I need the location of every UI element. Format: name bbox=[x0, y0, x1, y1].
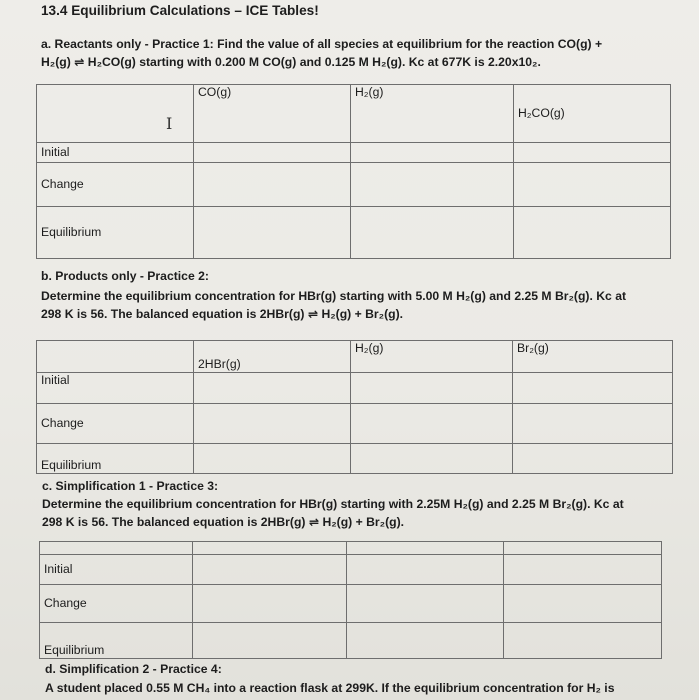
ice-a-header-h2: H₂(g) bbox=[351, 85, 514, 143]
ice-a-row-equilibrium: Equilibrium bbox=[37, 207, 194, 259]
ice-b-cell[interactable] bbox=[351, 404, 513, 444]
part-b-heading: b. Products only - Practice 2: bbox=[41, 269, 209, 283]
ice-a-cell[interactable] bbox=[351, 207, 514, 259]
ice-c-cell[interactable] bbox=[347, 623, 504, 659]
ice-c-cell[interactable] bbox=[193, 555, 347, 585]
part-a-question-line2: H₂(g) ⇌ H₂CO(g) starting with 0.200 M CO(g) and 0.125 M H₂(g). Kc at 677K is 2.20x10₂. bbox=[41, 55, 541, 69]
ice-a-cell[interactable] bbox=[194, 163, 351, 207]
part-c-question-line1: Determine the equilibrium concentration for HBr(g) starting with 2.25M H₂(g) and 2.25 M Br₂(g). Kc at bbox=[42, 497, 624, 511]
part-b-question-line1: Determine the equilibrium concentration for HBr(g) starting with 5.00 M H₂(g) and 2.25 M Br₂(g). Kc at bbox=[41, 289, 627, 303]
ice-b-cell[interactable] bbox=[194, 373, 351, 404]
ice-c-cell[interactable] bbox=[504, 585, 662, 623]
ice-a-row-change: Change bbox=[37, 163, 194, 207]
ice-b-cell[interactable] bbox=[194, 404, 351, 444]
ice-c-cell[interactable] bbox=[504, 623, 662, 659]
ice-c-header-cell bbox=[504, 542, 662, 555]
ice-table-b bbox=[36, 340, 673, 474]
ice-b-row-equilibrium: Equilibrium bbox=[37, 444, 194, 474]
ice-a-row-initial: Initial bbox=[37, 143, 194, 163]
ice-b-header-hbr: 2HBr(g) bbox=[194, 341, 351, 373]
part-c-heading: c. Simplification 1 - Practice 3: bbox=[42, 479, 219, 493]
ice-b-row-initial: Initial bbox=[37, 373, 194, 404]
part-c-question-line2: 298 K is 56. The balanced equation is 2HBr(g) ⇌ H₂(g) + Br₂(g). bbox=[42, 515, 405, 529]
ice-b-cell[interactable] bbox=[513, 373, 673, 404]
ice-a-cell[interactable] bbox=[351, 163, 514, 207]
ice-b-corner-cell bbox=[37, 341, 194, 373]
ice-a-cell[interactable] bbox=[514, 163, 671, 207]
ice-a-cell[interactable] bbox=[514, 207, 671, 259]
ice-c-row-initial: Initial bbox=[40, 555, 193, 585]
ice-b-cell[interactable] bbox=[513, 444, 673, 474]
ice-a-cell[interactable] bbox=[194, 143, 351, 163]
ice-a-cell[interactable] bbox=[514, 143, 671, 163]
ice-c-header-cell bbox=[347, 542, 504, 555]
part-b-question-line2: 298 K is 56. The balanced equation is 2HBr(g) ⇌ H₂(g) + Br₂(g). bbox=[41, 307, 404, 321]
part-a-question-line1: a. Reactants only - Practice 1: Find the value of all species at equilibrium for the reaction CO(g) + bbox=[41, 37, 603, 51]
ice-a-header-h2co: H₂CO(g) bbox=[514, 85, 671, 143]
ice-b-cell[interactable] bbox=[351, 373, 513, 404]
ice-b-header-h2: H₂(g) bbox=[351, 341, 513, 373]
ice-c-cell[interactable] bbox=[347, 585, 504, 623]
text-cursor-icon: I bbox=[166, 114, 173, 133]
ice-b-header-br2: Br₂(g) bbox=[513, 341, 673, 373]
worksheet-title: 13.4 Equilibrium Calculations – ICE Tables! bbox=[41, 3, 319, 18]
part-d-heading: d. Simplification 2 - Practice 4: bbox=[45, 662, 222, 676]
ice-b-cell[interactable] bbox=[351, 444, 513, 474]
ice-c-corner-cell bbox=[40, 542, 193, 555]
ice-b-row-change: Change bbox=[37, 404, 194, 444]
ice-a-cell[interactable] bbox=[194, 207, 351, 259]
ice-c-row-change: Change bbox=[40, 585, 193, 623]
ice-a-cell[interactable] bbox=[351, 143, 514, 163]
ice-b-cell[interactable] bbox=[194, 444, 351, 474]
ice-c-cell[interactable] bbox=[347, 555, 504, 585]
ice-c-row-equilibrium: Equilibrium bbox=[40, 623, 193, 659]
ice-c-cell[interactable] bbox=[193, 585, 347, 623]
ice-table-a bbox=[36, 84, 671, 259]
ice-c-cell[interactable] bbox=[193, 623, 347, 659]
ice-b-cell[interactable] bbox=[513, 404, 673, 444]
ice-table-c bbox=[39, 541, 662, 659]
ice-a-header-co: CO(g) bbox=[194, 85, 351, 143]
ice-c-header-cell bbox=[193, 542, 347, 555]
ice-c-cell[interactable] bbox=[504, 555, 662, 585]
part-d-question-line1: A student placed 0.55 M CH₄ into a reaction flask at 299K. If the equilibrium concentration for H₂ is bbox=[45, 681, 615, 695]
